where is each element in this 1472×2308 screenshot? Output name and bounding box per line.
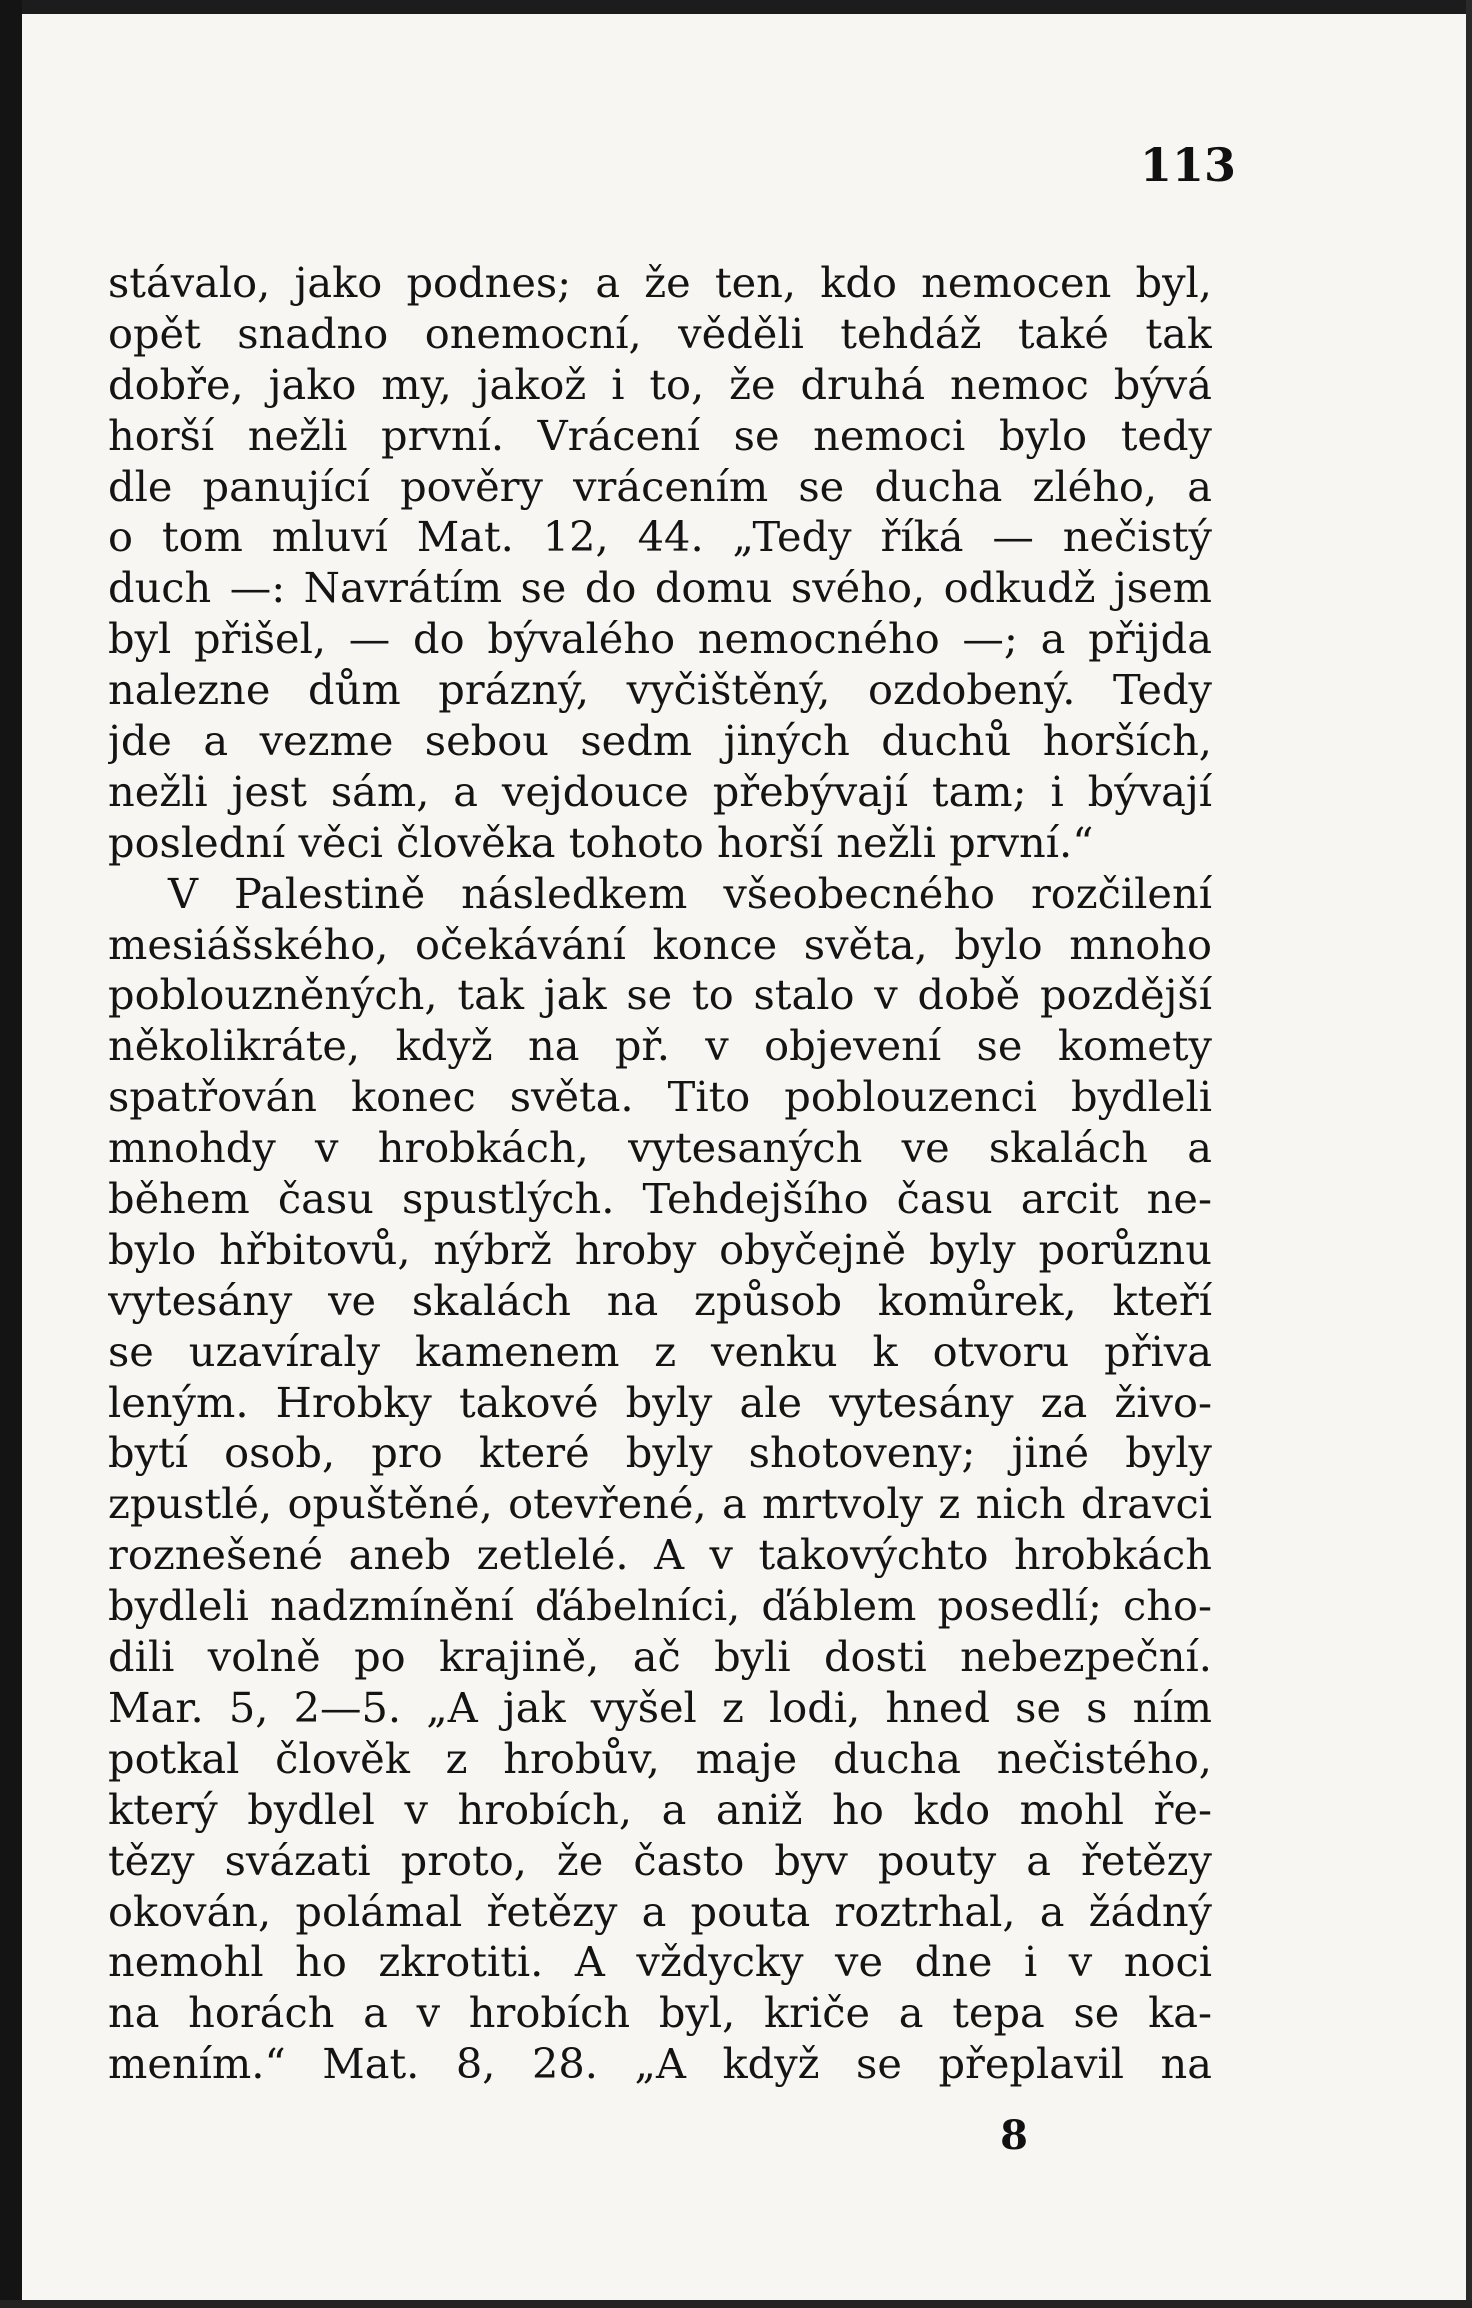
text-line: dili volně po krajině, ač byli dosti nebezpeční. — [108, 1632, 1212, 1682]
text-line: mením.“ Mat. 8, 28. „A když se přeplavil na — [108, 2039, 1212, 2089]
scan-edge-top — [0, 0, 1472, 14]
text-line: leným. Hrobky takové byly ale vytesány za živo- — [108, 1377, 1212, 1427]
text-line: o tom mluví Mat. 12, 44. „Tedy říká — nečistý — [108, 512, 1212, 562]
text-line: během času spustlých. Tehdejšího času arcit ne- — [108, 1174, 1212, 1224]
text-line: potkal člověk z hrobův, maje ducha nečistého, — [108, 1733, 1212, 1783]
text-line: poslední věci člověka tohoto horší nežli první.“ — [108, 817, 1094, 867]
text-line: bytí osob, pro které byly shotoveny; jiné byly — [108, 1428, 1212, 1478]
text-line: poblouzněných, tak jak se to stalo v době pozdější — [108, 970, 1212, 1020]
text-line: jde a vezme sebou sedm jiných duchů horších, — [108, 716, 1212, 766]
text-line: mesiášského, očekávání konce světa, bylo mnoho — [108, 919, 1212, 969]
signature-mark: 8 — [1000, 2112, 1028, 2159]
text-line: na horách a v hrobích byl, kriče a tepa se ka- — [108, 1988, 1212, 2038]
scan-edge-bottom — [0, 2300, 1472, 2308]
text-line: roznešené aneb zetlelé. A v takovýchto hrobkách — [108, 1530, 1212, 1580]
text-line: stávalo, jako podnes; a že ten, kdo nemocen byl, — [108, 258, 1212, 307]
scan-edge-right — [1466, 0, 1472, 2308]
text-line: duch —: Navrátím se do domu svého, odkudž jsem — [108, 563, 1212, 613]
text-line: mnohdy v hrobkách, vytesaných ve skalách a — [108, 1123, 1212, 1173]
text-line: vytesány ve skalách na způsob komůrek, kteří — [108, 1275, 1212, 1325]
text-line: opět snadno onemocní, věděli tehdáž také tak — [108, 308, 1212, 358]
page-number: 113 — [1140, 138, 1237, 192]
text-line: bylo hřbitovů, nýbrž hroby obyčejně byly porůznu — [108, 1224, 1212, 1274]
text-line: spatřován konec světa. Tito poblouzenci bydleli — [108, 1072, 1212, 1122]
text-line: Mar. 5, 2—5. „A jak vyšel z lodi, hned se s ním — [108, 1682, 1212, 1732]
text-line: okován, polámal řetězy a pouta roztrhal, a žádný — [108, 1886, 1212, 1936]
text-line: několikráte, když na př. v objevení se komety — [108, 1021, 1212, 1071]
text-line: nemohl ho zkrotiti. A vždycky ve dne i v noci — [108, 1937, 1212, 1987]
text-line: bydleli nadzmínění ďábelníci, ďáblem posedlí; cho- — [108, 1581, 1212, 1631]
text-line: tězy svázati proto, že často byv pouty a řetězy — [108, 1835, 1212, 1885]
text-line: který bydlel v hrobích, a aniž ho kdo mohl ře- — [108, 1784, 1212, 1834]
text-line: nežli jest sám, a vejdouce přebývají tam; i bývají — [108, 766, 1212, 816]
text-line: dobře, jako my, jakož i to, že druhá nemoc bývá — [108, 359, 1212, 409]
paragraph-start-line: V Palestině následkem všeobecného rozčilení — [168, 868, 1212, 918]
text-line: dle panující pověry vrácením se ducha zlého, a — [108, 461, 1212, 511]
text-line: nalezne dům prázný, vyčištěný, ozdobený. Tedy — [108, 665, 1212, 715]
scan-edge-left — [0, 0, 22, 2308]
text-line: se uzavíraly kamenem z venku k otvoru přiva — [108, 1326, 1212, 1376]
body-text — [108, 258, 1212, 2090]
text-line: byl přišel, — do bývalého nemocného —; a přijda — [108, 614, 1212, 664]
text-line: horší nežli první. Vrácení se nemoci bylo tedy — [108, 410, 1212, 460]
text-line: zpustlé, opuštěné, otevřené, a mrtvoly z nich dravci — [108, 1479, 1212, 1529]
